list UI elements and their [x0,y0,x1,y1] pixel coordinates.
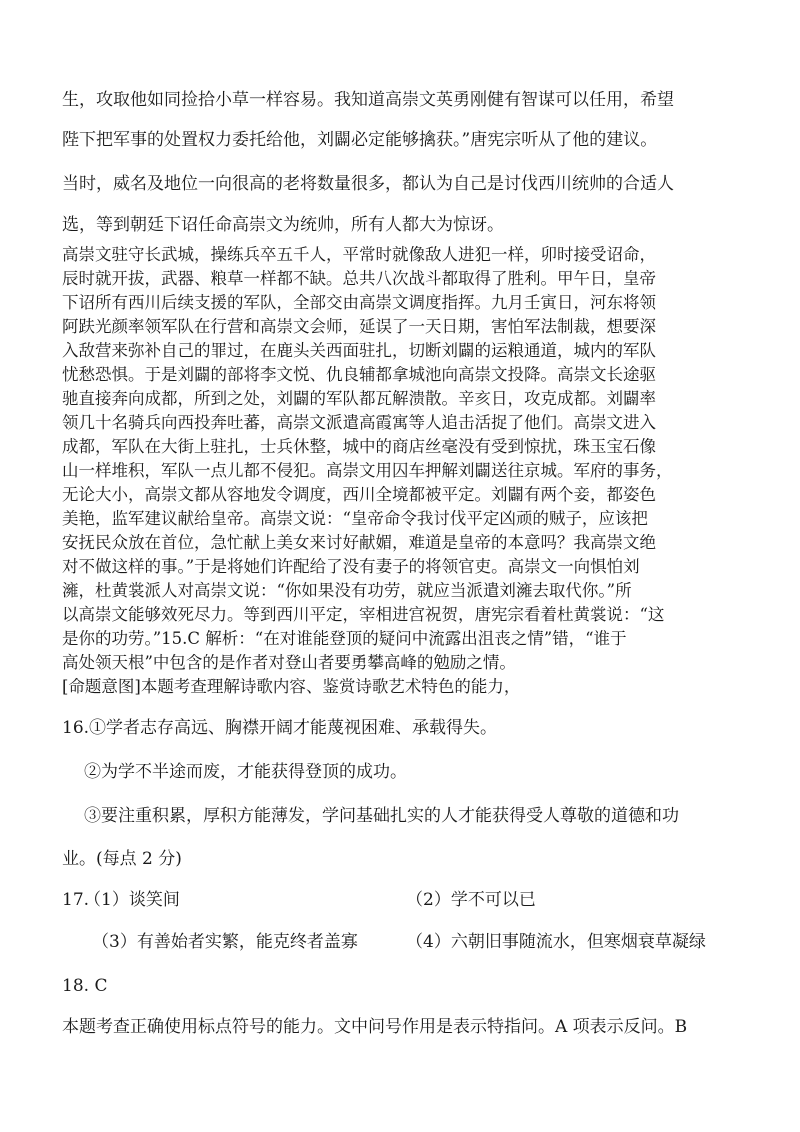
text-line: 陛下把军事的处置权力委托给他，刘闢必定能够擒获。”唐宪宗听从了他的建议。 [62,130,658,150]
text-line: ②为学不半途而废，才能获得登顶的成功。 [84,762,407,782]
answer-item-4: （4）六朝旧事随流水，但寒烟衰草凝绿 [406,932,706,952]
text-line: 山一样堆积，军队一点儿都不侵犯。高崇文用囚车押解刘闢送往京城。军府的事务， [62,461,673,480]
text-line: 入敌营来弥补自己的罪过，在鹿头关西面驻扎，切断刘闢的运粮通道，城内的军队 [62,341,656,360]
answer-item-3: （3）有善始者实繁，能克终者盖寡 [92,932,358,952]
text-line: 忧愁恐惧。于是刘闢的部将李文悦、仇良辅都拿城池向高崇文投降。高崇文长途驱 [62,365,656,384]
question-number: 17. [62,890,90,910]
text-line: 对不做这样的事。”于是将她们许配给了没有妻子的将领官吏。高崇文一向惧怕刘 [62,557,640,576]
text-line: 下诏所有西川后续支援的军队，全部交由高崇文调度指挥。九月壬寅日，河东将领 [62,293,656,312]
text-line: 辰时就开拔，武器、粮草一样都不缺。总共八次战斗都取得了胜利。甲午日，皇帝 [62,269,656,288]
text-line: 成都，军队在大街上驻扎，士兵休整，城中的商店丝毫没有受到惊扰，珠玉宝石像 [62,437,656,456]
answer-item-2: （2）学不可以已 [406,890,536,910]
text-line: 业。(每点 2 分) [62,849,182,869]
text-line: 生，攻取他如同捡拾小草一样容易。我知道高崇文英勇刚健有智谋可以任用，希望 [62,90,674,110]
text-line: 本题考查正确使用标点符号的能力。文中问号作用是表示特指问。A 项表示反问。B [62,1017,688,1037]
text-line: 阿趺光颜率领军队在行营和高崇文会师，延误了一天日期，害怕军法制裁，想要深 [62,317,656,336]
text-line: 当时，威名及地位一向很高的老将数量很多，都认为自己是讨伐西川统帅的合适人 [62,174,674,194]
text-line: 安抚民众放在首位，急忙献上美女来讨好献媚，难道是皇帝的本意吗？我高崇文绝 [62,533,656,552]
text-line: 16.①学者志存高远、胸襟开阔才能蔑视困难、承载得失。 [62,718,498,738]
text-line: ③要注重积累，厚积方能薄发，学问基础扎实的人才能获得受人尊敬的道德和功 [84,806,679,826]
text-line: [命题意图]本题考查理解诗歌内容、鉴赏诗歌艺术特色的能力， [62,677,521,696]
text-line: 选，等到朝廷下诏任命高崇文为统帅，所有人都大为惊讶。 [62,215,504,235]
text-line: 澭，杜黄裳派人对高崇文说：“你如果没有功劳，就应当派遣刘澭去取代你。”所 [62,581,632,600]
text-line: 领几十名骑兵向西投奔吐蕃，高崇文派遣高霞寓等人追击活捉了他们。高崇文进入 [62,413,656,432]
text-line: 驰直接奔向成都，所到之处，刘闢的军队都瓦解溃散。辛亥日，攻克成都。刘闢率 [62,389,656,408]
text-line: 以高崇文能够效死尽力。等到西川平定，宰相进宫祝贺，唐宪宗看着杜黄裳说：“这 [62,605,665,624]
text-line: 是你的功劳。”15.C 解析：“在对谁能登顶的疑问中流露出沮丧之情”错，“谁于 [62,629,627,648]
text-line: 无论大小，高崇文都从容地发令调度，西川全境都被平定。刘闢有两个妾，都姿色 [62,485,656,504]
answer-item-1: （1）谈笑间 [84,890,180,910]
text-line: 美艳，监军建议献给皇帝。高崇文说：“皇帝命令我讨伐平定凶顽的贼子，应该把 [62,509,648,528]
answer-choice: 18. C [62,976,108,996]
text-line: 高崇文驻守长武城，操练兵卒五千人，平常时就像敌人进犯一样，卯时接受诏命， [62,245,656,264]
text-line: 高处领天根”中包含的是作者对登山者要勇攀高峰的勉励之情。 [62,653,516,672]
